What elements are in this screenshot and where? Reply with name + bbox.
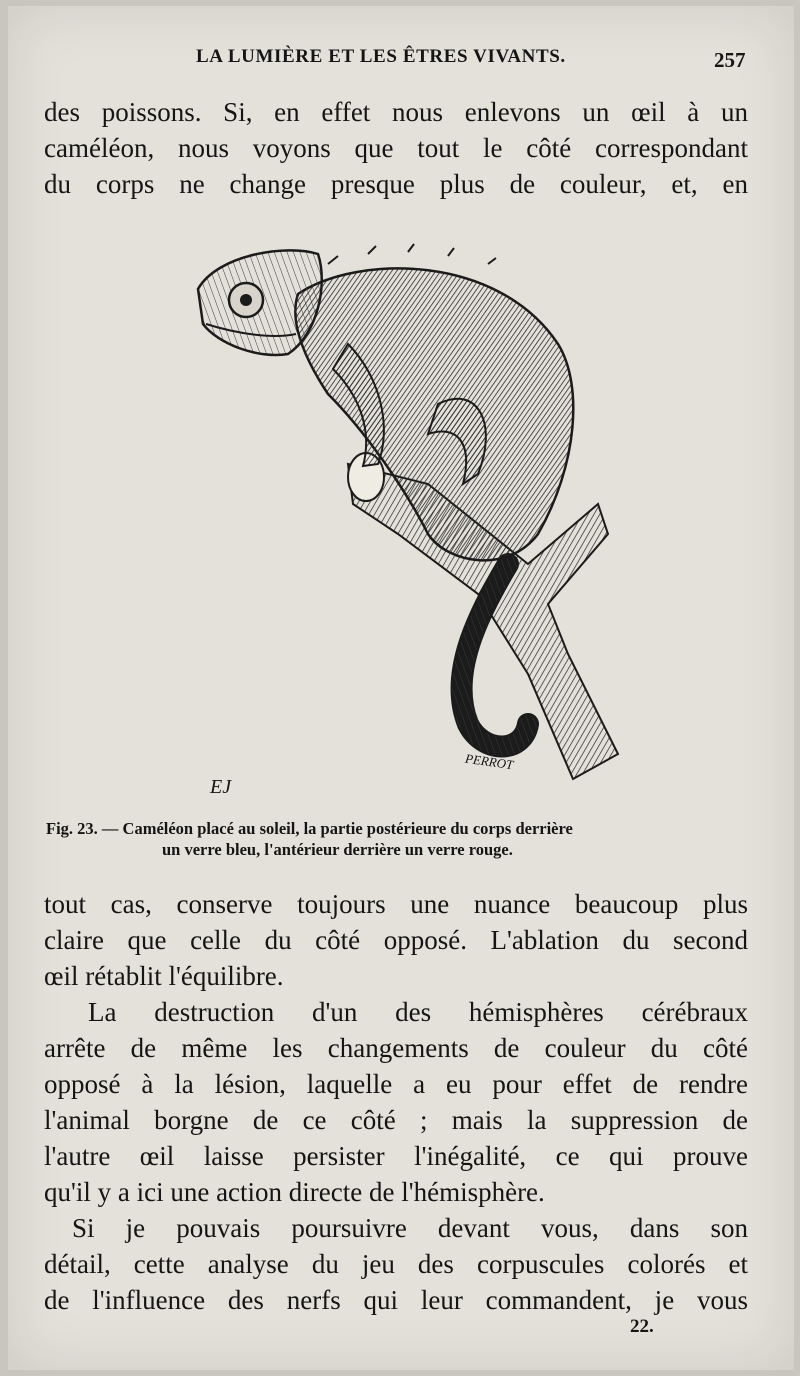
book-page — [8, 6, 794, 1370]
running-title: LA LUMIÈRE ET LES ÊTRES VIVANTS. — [196, 46, 566, 67]
text-line: Si je pouvais poursuivre devant vous, dans son — [72, 1213, 748, 1243]
text-line: arrête de même les changements de couleur du côté — [44, 1033, 748, 1063]
text-line: La destruction d'un des hémisphères cérébraux — [88, 997, 748, 1027]
paragraph-bottom — [44, 886, 748, 1318]
text-line: opposé à la lésion, laquelle a eu pour effet de rendre — [44, 1069, 748, 1099]
caption-line: Fig. 23. — Caméléon placé au soleil, la partie postérieure du corps derrière — [46, 819, 573, 838]
chameleon-illustration — [178, 234, 628, 794]
text-line: claire que celle du côté opposé. L'ablation du second — [44, 925, 748, 955]
engraver-signature: PERROT — [464, 750, 515, 773]
text-line: caméléon, nous voyons que tout le côté correspondant — [44, 133, 748, 163]
caption-line: un verre bleu, l'antérieur derrière un verre rouge. — [162, 840, 513, 859]
engraver-mark: EJ — [210, 776, 232, 798]
text-line: tout cas, conserve toujours une nuance beaucoup plus — [44, 889, 748, 919]
text-line: de l'influence des nerfs qui leur commandent, je vous — [44, 1285, 748, 1315]
figure-caption — [46, 818, 756, 860]
page-number: 257 — [714, 48, 746, 72]
text-line: l'autre œil laisse persister l'inégalité, ce qui prouve — [44, 1141, 748, 1171]
paragraph-top — [44, 94, 748, 202]
text-line: qu'il y a ici une action directe de l'hémisphère. — [44, 1177, 545, 1207]
chameleon-engraving — [178, 234, 628, 794]
signature-mark: 22. — [630, 1316, 654, 1337]
text-line: l'animal borgne de ce côté ; mais la suppression de — [44, 1105, 748, 1135]
text-line: des poissons. Si, en effet nous enlevons un œil à un — [44, 97, 748, 127]
running-header — [8, 46, 794, 76]
text-line: œil rétablit l'équilibre. — [44, 961, 284, 991]
text-line: détail, cette analyse du jeu des corpuscules colorés et — [44, 1249, 748, 1279]
text-line: du corps ne change presque plus de couleur, et, en — [44, 169, 748, 199]
